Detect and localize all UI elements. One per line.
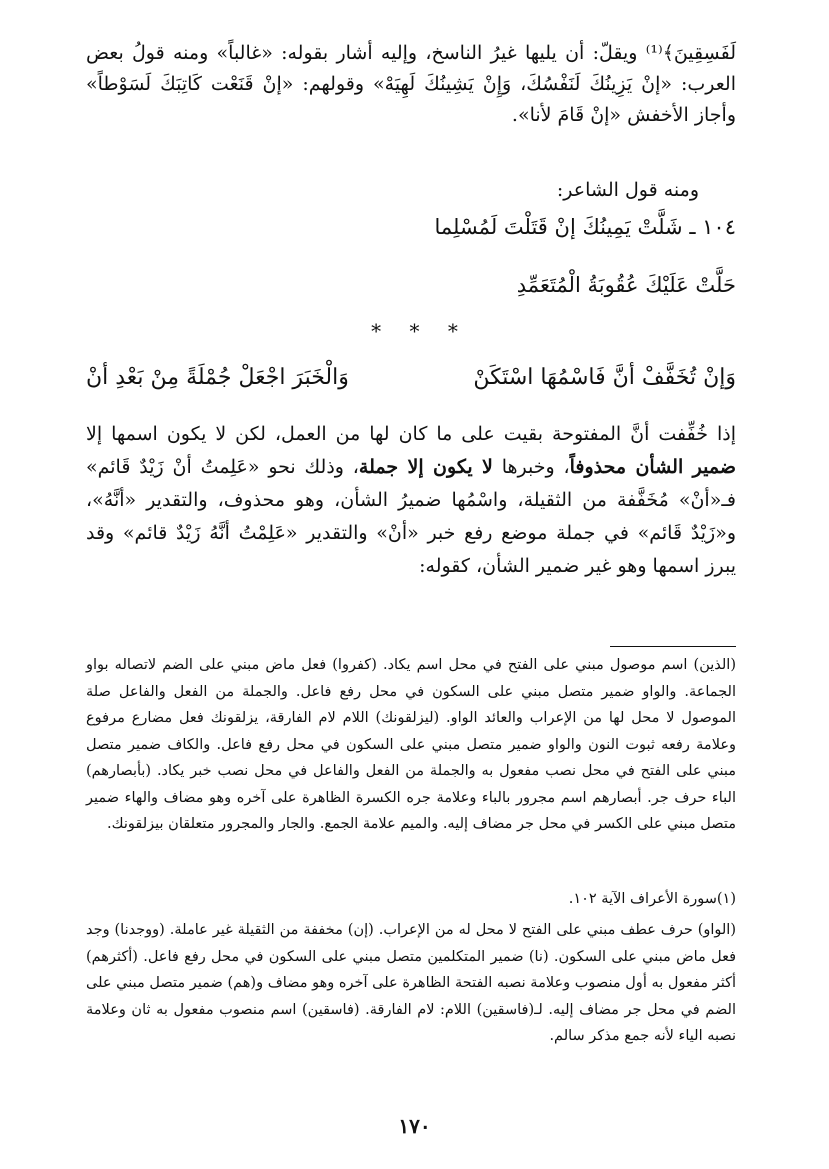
para2-bold-1: ضمير الشأن محذوفاً — [569, 456, 736, 478]
alfiya-verse — [86, 358, 736, 398]
para2-text-a: إذا خُفِّفت أنَّ المفتوحة بقيت على ما كان لها من العمل، لكن لا يكون اسمها إلا — [86, 423, 736, 445]
page-number: ١٧٠ — [398, 1114, 431, 1138]
verse-104-second-hemistich: حَلَّتْ عَلَيْكَ عُقُوبَةُ الْمُتَعَمِّدِ — [516, 273, 736, 297]
para2-text-b: ، وخبرها — [492, 456, 570, 478]
para2-bold-2: لا يكون إلا جملة — [358, 456, 493, 478]
poet-intro: ومنه قول الشاعر: — [556, 179, 699, 201]
main-paragraph-1: لَفَسِقِينَ﴾⁽¹⁾ ويقلّ: أن يليها غيرُ الناسخ، وإليه أشار بقوله: «غالباً» ومنه قولُ بعض العرب: «إنْ يَزِينُكَ لَنَفْسُكَ، وَإِنْ يَشِينُكَ لَهِيَهْ» وقولهم: «إنْ قَنَعْت كَاتِبَكَ لَسَوْطاً» وأجاز الأخفش «إنْ قَامَ لأنا». — [86, 42, 736, 126]
footnote-parsing-1: (الذين) اسم موصول مبني على الفتح في محل اسم يكاد. (كفروا) فعل ماض مبني على الضم لاتصاله بواو الجماعة. والواو ضمير متصل مبني على السكون في محل رفع فاعل. والجملة من الفعل والفاعل صلة الموصول لا محل لها من الإعراب والعائد الواو. (ليزلقونك) اللام لام الفارقة، يزلقونك فعل مضارع مرفوع وعلامة رفعه ثبوت النون والواو ضمير متصل مبني على السكون في محل رفع فاعل. والكاف ضمير متصل مبني على الفتح في محل نصب مفعول به والجملة من الفعل والفاعل في محل نصب خبر يكاد. (بأبصارهم) الباء حرف جر. أبصارهم اسم مجرور بالباء وعلامة جره الكسرة الظاهرة على آخره وهو مضاف والهاء ضمير متصل مبني على الكسر في محل جر مضاف إليه. والميم علامة الجمع. والجار والمجرور متعلقان بيزلقونك. — [86, 657, 736, 832]
para2-text-c: ، وذلك نحو «عَلِمتُ أنْ زَيْدٌ قَائم» فـ«أنْ» مُخَفَّفة من الثقيلة، واسْمُها ضميرُ الشأن، وهو محذوف، والتقدير «أنَّهُ»، و«زَيْدٌ قَائم» في جملة موضع رفع خبر «أنْ» والتقدير «عَلِمْتُ أنَّهُ زَيْدٌ قائم» وقد يبرز اسمها وهو غير ضمير الشأن، كقوله: — [86, 456, 736, 577]
alfiya-verse-second-half: وَالْخَبَرَ اجْعَلْ جُمْلَةً مِنْ بَعْدِ أنْ — [86, 365, 349, 390]
verse-104-first-hemistich: ١٠٤ ـ شَلَّتْ يَمِينُكَ إنْ قَتَلْتَ لَمُسْلِما — [434, 215, 736, 239]
section-separator-stars: * * * — [371, 319, 458, 343]
main-paragraph-2 — [86, 418, 736, 583]
alfiya-verse-first-half: وَإنْ تُخَفَّفْ أنَّ فَاسْمُهَا اسْتَكَنْ — [473, 365, 736, 390]
footnote-divider — [610, 646, 736, 647]
footnote-parsing-2: (الواو) حرف عطف مبني على الفتح لا محل له من الإعراب. (إن) مخففة من الثقيلة غير عاملة. (ووجدنا) وجد فعل ماض مبني على السكون. (نا) ضمير المتكلمين متصل مبني على السكون في محل رفع فاعل. (أكثرهم) أكثر مفعول به أول منصوب وعلامة نصبه الفتحة الظاهرة على آخره وهو مضاف و(هم) ضمير متصل مبني على الضم في محل جر مضاف إليه. لـ(فاسقين) اللام: لام الفارقة. (فاسقين) اسم منصوب مفعول به ثان وعلامة نصبه الياء لأنه جمع مذكر سالم. — [86, 922, 736, 1044]
footnote-reference-1: (١)سورة الأعراف الآية ١٠٢. — [568, 891, 736, 907]
